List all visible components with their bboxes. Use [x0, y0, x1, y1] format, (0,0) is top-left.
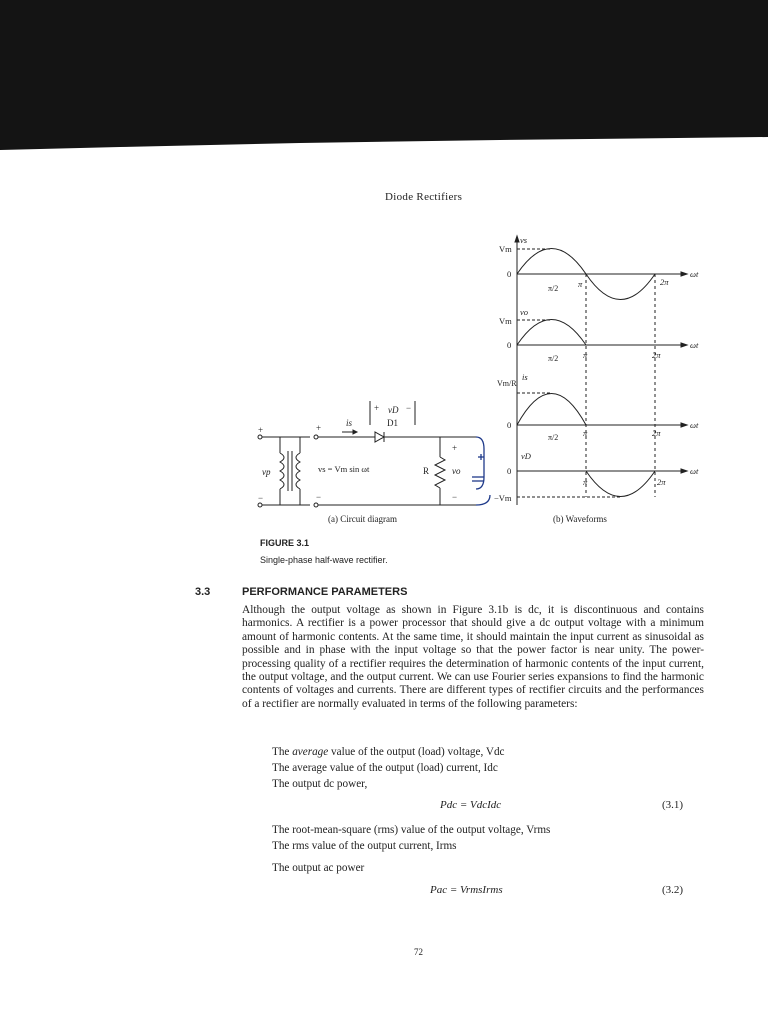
zero-label-3: 0	[507, 420, 512, 430]
vs-waveform-label: vs	[520, 235, 528, 245]
neg-vm-label: −Vm	[494, 493, 512, 503]
two-pi-label-3: 2π	[652, 428, 661, 438]
two-pi-label-2: 2π	[652, 350, 661, 360]
body-paragraph: Although the output voltage as shown in Figure 3.1b is dc, it is discontinuous and contains harmonics. A rectifier is a power processor that should give a dc output voltage with a minimum amount of harmonic contents. At the same time, it should maintain the input current as sinusoidal as possible and in phase with the input voltage so that the power factor is near unity. The power-processing quality of a rectifier requires the determination of harmonic contents of the input current, the output voltage, and the output current. We can use Fourier series expansions to find the harmonic contents of voltages and currents. There are different types of rectifier circuits and the performances of a rectifier are normally evaluated in terms of the following parameters:	[242, 604, 704, 710]
vd-label: vD	[388, 405, 399, 415]
resistor-label: R	[423, 466, 430, 476]
vs-equation: vs = Vm sin ωt	[318, 464, 370, 474]
vs-terminal-minus: −	[316, 492, 322, 502]
def-avg-pre: The	[272, 746, 293, 758]
pi-half-label-2: π/2	[548, 354, 559, 363]
running-head: Diode Rectifiers	[385, 191, 463, 203]
output-capacitor	[472, 437, 490, 505]
vd-waveform-label: vD	[521, 451, 531, 461]
vm-over-r-label: Vm/R	[497, 379, 517, 388]
vo-label: vo	[452, 466, 461, 476]
pi-label-2: π	[583, 350, 588, 360]
pi-label-4: π	[583, 477, 588, 487]
vm-axis-label-2: Vm	[499, 316, 512, 326]
def-avg-post: value of the output (load) voltage, Vdc	[328, 746, 505, 758]
vo-minus: −	[452, 492, 458, 502]
definition-ac-power: The output ac power	[272, 862, 365, 874]
figure-caption-text: Single-phase half-wave rectifier.	[260, 555, 388, 565]
vm-axis-label-1: Vm	[499, 244, 512, 254]
omega-t-label-1: ωt	[690, 269, 699, 279]
figure-caption-title: FIGURE 3.1	[260, 538, 310, 548]
circuit-sublabel: (a) Circuit diagram	[328, 514, 397, 524]
is-waveform-label: is	[522, 372, 528, 382]
equation-number-3-2: (3.2)	[662, 884, 684, 896]
vp-label: vp	[262, 467, 271, 477]
vd-minus: −	[406, 403, 412, 413]
figure-3-1	[250, 225, 720, 530]
circuit-diagram	[258, 401, 476, 507]
definition-average-voltage	[272, 746, 505, 758]
diode-label: D1	[387, 418, 398, 428]
vp-terminal-plus: +	[258, 425, 264, 435]
pi-label-1: π	[578, 279, 583, 289]
definition-average-current: The average value of the output (load) current, Idc	[272, 762, 498, 774]
two-pi-label-4: 2π	[657, 477, 666, 487]
pi-half-label-1: π/2	[548, 284, 559, 293]
is-label: is	[346, 418, 353, 428]
pi-half-label-3: π/2	[548, 433, 559, 442]
zero-label-1: 0	[507, 269, 512, 279]
def-avg-emphasis: average	[292, 746, 329, 758]
page-number: 72	[414, 947, 423, 957]
vd-plus: +	[374, 403, 380, 413]
omega-t-label-2: ωt	[690, 340, 699, 350]
waveforms-sublabel: (b) Waveforms	[553, 514, 607, 524]
equation-3-1: Pdc = VdcIdc	[440, 799, 502, 811]
definition-dc-power: The output dc power,	[272, 778, 368, 790]
vs-terminal-plus: +	[316, 423, 322, 433]
definition-rms-current: The rms value of the output current, Irms	[272, 840, 457, 852]
section-title: PERFORMANCE PARAMETERS	[242, 586, 408, 598]
zero-label-2: 0	[507, 340, 512, 350]
vp-terminal-minus: −	[258, 493, 264, 503]
pi-label-3: π	[583, 428, 588, 438]
omega-t-label-4: ωt	[690, 466, 699, 476]
vo-plus: +	[452, 443, 458, 453]
section-number: 3.3	[195, 586, 211, 598]
definition-rms-voltage: The root-mean-square (rms) value of the output voltage, Vrms	[272, 824, 551, 836]
equation-3-2: Pac = VrmsIrms	[430, 884, 503, 896]
omega-t-label-3: ωt	[690, 420, 699, 430]
vo-waveform-label: vo	[520, 307, 529, 317]
equation-number-3-1: (3.1)	[662, 799, 684, 811]
two-pi-label-1: 2π	[660, 277, 669, 287]
zero-label-4: 0	[507, 466, 512, 476]
